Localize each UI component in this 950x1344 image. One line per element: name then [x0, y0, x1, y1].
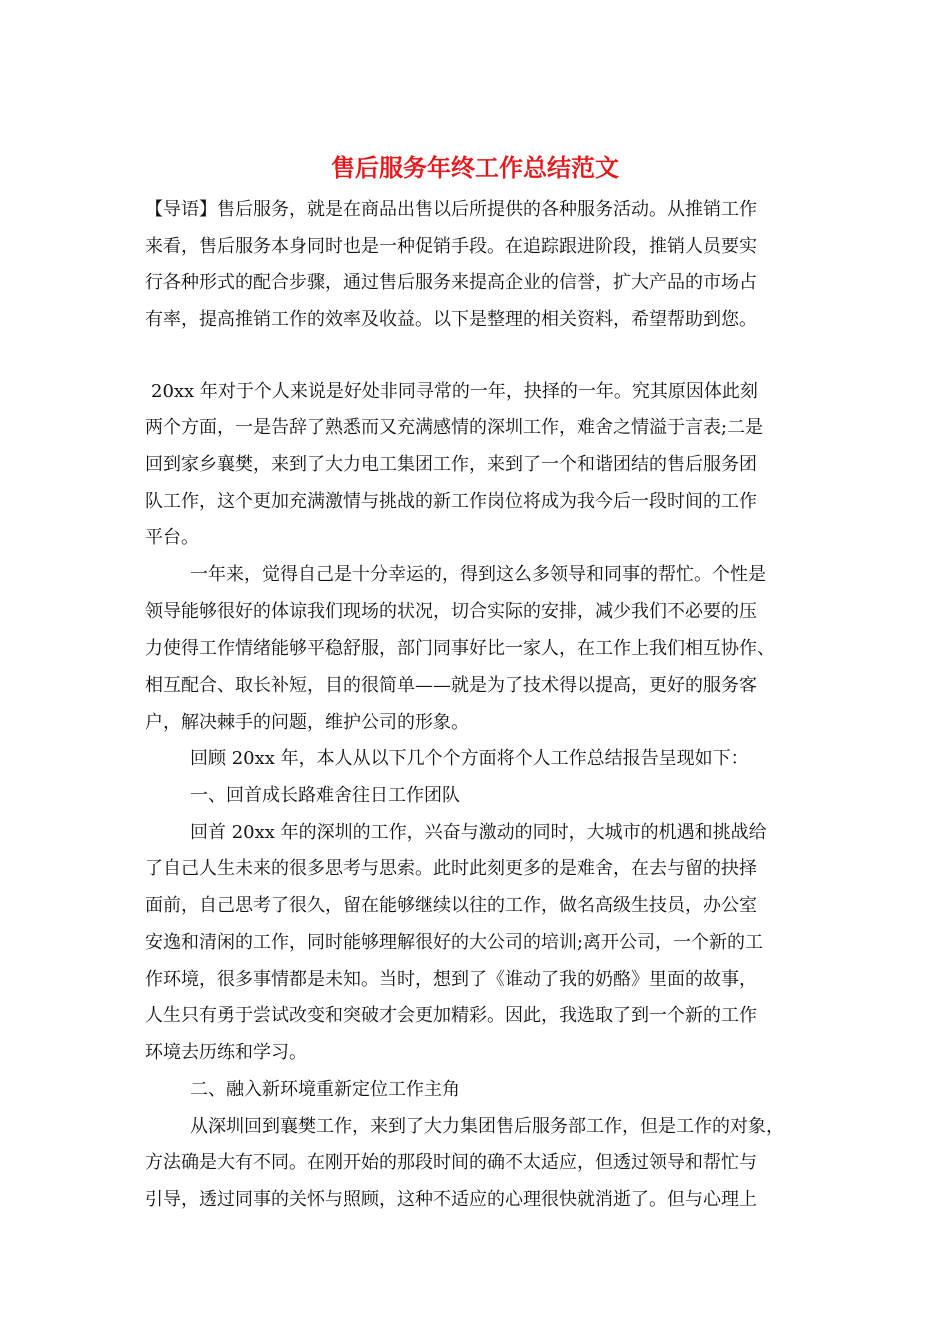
paragraph-line: 队工作，这个更加充满激情与挑战的新工作岗位将成为我今后一段时间的工作: [145, 491, 757, 512]
section-heading: 二、融入新环境重新定位工作主角: [190, 1079, 460, 1100]
paragraph-line: 回首 20xx 年的深圳的工作，兴奋与激动的同时，大城市的机遇和挑战给: [190, 822, 767, 843]
paragraph-line: 回到家乡襄樊，来到了大力电工集团工作，来到了一个和谐团结的售后服务团: [145, 454, 757, 475]
paragraph-line: 方法确是大有不同。在刚开始的那段时间的确不太适应，但透过领导和帮忙与: [145, 1152, 757, 1173]
paragraph-line: 安逸和清闲的工作，同时能够理解很好的大公司的培训;离开公司，一个新的工: [145, 932, 764, 953]
paragraph-line: 回顾 20xx 年，本人从以下几个个方面将个人工作总结报告呈现如下：: [190, 748, 749, 769]
paragraph-line: 引导，透过同事的关怀与照顾，这种不适应的心理很快就消逝了。但与心理上: [145, 1189, 757, 1210]
paragraph-line: 领导能够很好的体谅我们现场的状况，切合实际的安排，减少我们不必要的压: [145, 601, 757, 622]
paragraph-line: 行各种形式的配合步骤，通过售后服务来提高企业的信誉，扩大产品的市场占: [145, 272, 757, 293]
paragraph-line: 【导语】售后服务，就是在商品出售以后所提供的各种服务活动。从推销工作: [145, 199, 757, 220]
paragraph-line: 面前，自己思考了很久，留在能够继续以往的工作，做名高级生技员，办公室: [145, 895, 757, 916]
paragraph-line: 平台。: [145, 527, 199, 548]
paragraph-line: 作环境，很多事情都是未知。当时，想到了《谁动了我的奶酪》里面的故事，: [145, 969, 757, 990]
document-title: 售后服务年终工作总结范文: [331, 153, 619, 182]
paragraph-line: 来看，售后服务本身同时也是一种促销手段。在追踪跟进阶段，推销人员要实: [145, 236, 757, 257]
paragraph-line: 两个方面，一是告辞了熟悉而又充满感情的深圳工作，难舍之情溢于言表;二是: [145, 417, 764, 438]
paragraph-line: 环境去历练和学习。: [145, 1042, 307, 1063]
paragraph-line: 从深圳回到襄樊工作，来到了大力集团售后服务部工作，但是工作的对象，: [190, 1116, 784, 1137]
paragraph-line: 相互配合、取长补短，目的很简单——就是为了技术得以提高，更好的服务客: [145, 675, 757, 696]
paragraph-line: 了自己人生未来的很多思考与思索。此时此刻更多的是难舍，在去与留的抉择: [145, 858, 757, 879]
paragraph-line: 一年来，觉得自己是十分幸运的，得到这么多领导和同事的帮忙。个性是: [190, 564, 766, 585]
paragraph-line: 户，解决棘手的问题，维护公司的形象。: [145, 712, 469, 733]
section-heading: 一、回首成长路难舍往日工作团队: [190, 785, 460, 806]
paragraph-line: 人生只有勇于尝试改变和突破才会更加精彩。因此，我选取了到一个新的工作: [145, 1005, 757, 1026]
paragraph-line: 20xx 年对于个人来说是好处非同寻常的一年，抉择的一年。究其原因体此刻: [151, 381, 758, 402]
paragraph-line: 有率，提高推销工作的效率及收益。以下是整理的相关资料，希望帮助到您。: [145, 309, 757, 330]
paragraph-line: 力使得工作情绪能够平稳舒服，部门同事好比一家人，在工作上我们相互协作、: [145, 638, 775, 659]
